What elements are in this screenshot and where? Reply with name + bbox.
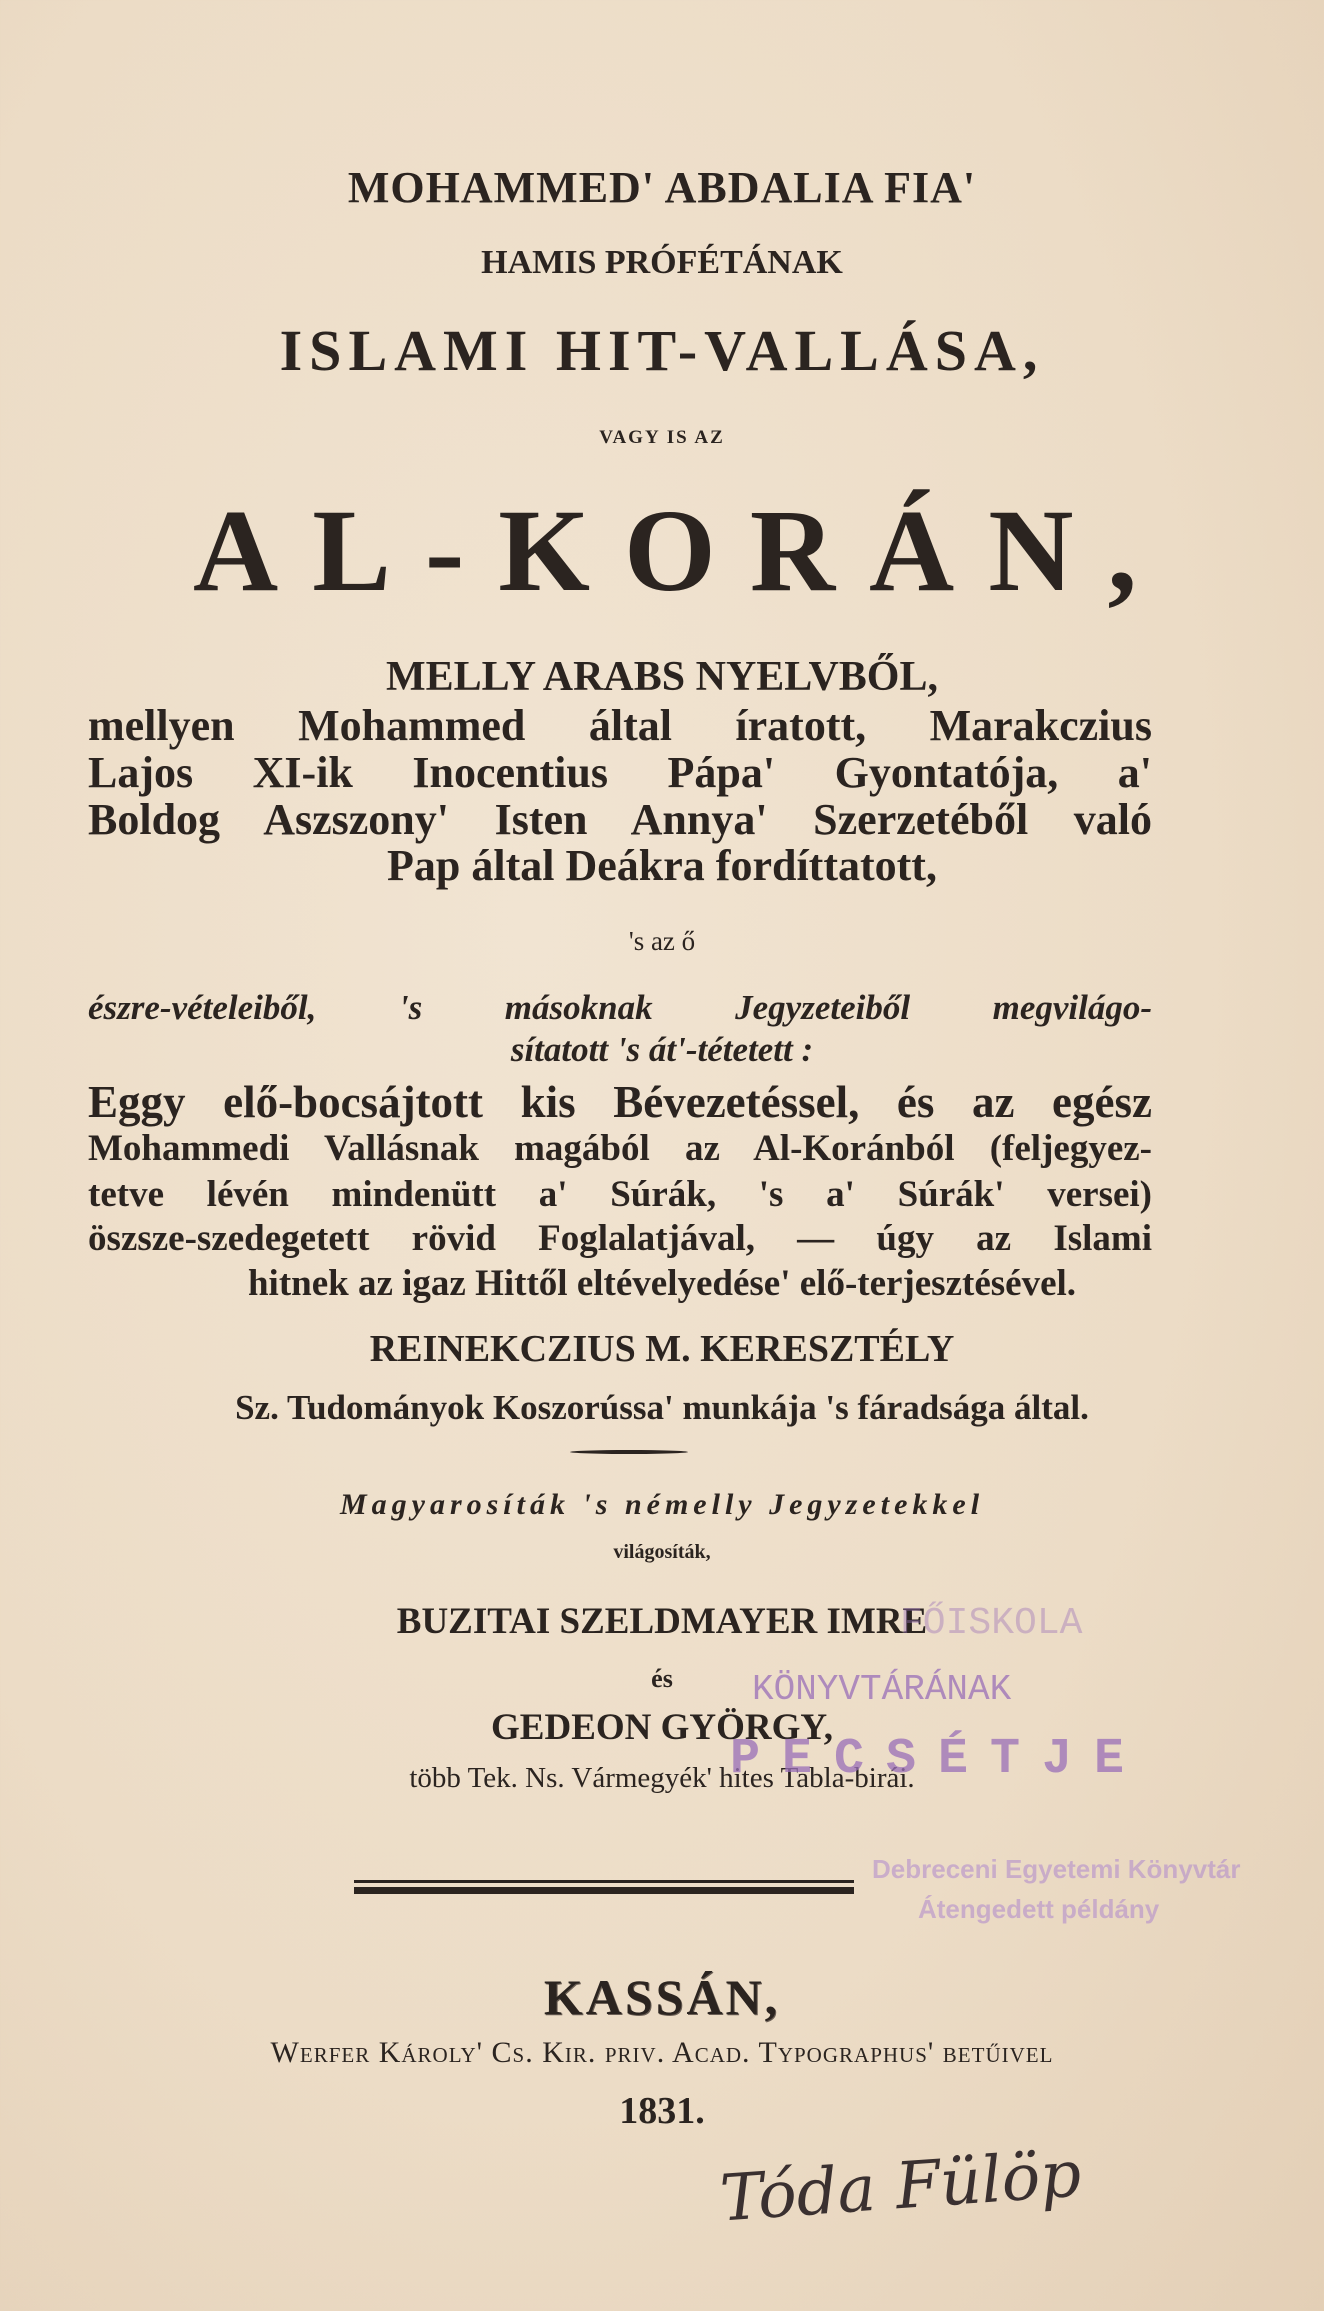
stamp-text: Debreceni Egyetemi Könyvtár [872, 1854, 1241, 1884]
author-description: Sz. Tudományok Koszorússa' munkája 's fáradsága által. [235, 1388, 1089, 1427]
double-rule-bottom [354, 1887, 854, 1894]
printer-line: Werfer Károly' Cs. Kir. priv. Acad. Typographus' betűivel [270, 2036, 1054, 2069]
paragraph-line: Boldog Aszszony' Isten Annya' Szerzetéből való [88, 795, 1152, 844]
italic-line-2: sítatott 's át'-tétetett : [510, 1030, 814, 1069]
translation-note: Magyarosíták 's némelly Jegyzetekkel [339, 1488, 985, 1521]
title-line-4: VAGY IS AZ [599, 427, 725, 448]
stamp-text: Átengedett példány [918, 1894, 1160, 1924]
main-title: AL-KORÁN, [193, 485, 1171, 616]
saz-o-line: 's az ő [628, 926, 696, 956]
and-word: és [651, 1664, 673, 1693]
translators-description: több Tek. Ns. Vármegyék' hites Tabla-birái. [409, 1762, 915, 1794]
translator-1: BUZITAI SZELDMAYER IMRE [396, 1601, 928, 1642]
place-name: KASSÁN, [543, 1969, 781, 2025]
double-rule-top [354, 1880, 854, 1883]
paragraph-line: öszsze-szedegetett rövid Foglalatjával, — úgy az Islami [88, 1218, 1152, 1259]
divider-rule [570, 1450, 688, 1454]
title-line-5: MELLY ARABS NYELVBŐL, [385, 654, 938, 700]
paragraph-line: mellyen Mohammed által íratott, Marakczius [88, 701, 1152, 750]
translation-note-2: világosíták, [613, 1541, 711, 1563]
title-line-2: HAMIS PRÓFÉTÁNAK [481, 244, 843, 281]
stamp-text: FŐISKOLA [900, 1602, 1083, 1645]
stamp-text: PECSÉTJE [730, 1731, 1147, 1788]
paragraph-line: tetve lévén mindenütt a' Súrák, 's a' Súrák' versei) [88, 1174, 1152, 1215]
year: 1831. [619, 2090, 705, 2132]
paragraph-line: Mohammedi Vallásnak magából az Al-Koránból (feljegyez- [88, 1128, 1152, 1169]
paragraph-line: Pap által Deákra fordíttatott, [387, 841, 937, 890]
title-line-1: MOHAMMED' ABDALIA FIA' [347, 163, 977, 212]
stamp-text: KÖNYVTÁRÁNAK [752, 1669, 1012, 1710]
handwritten-signature: Tóda Fülöp [717, 2137, 1084, 2237]
paragraph-line: Lajos XI-ik Inocentius Pápa' Gyontatója, a' [88, 748, 1152, 797]
paragraph-line: Eggy elő-bocsájtott kis Bévezetéssel, és az egész [88, 1077, 1152, 1127]
paragraph-line: hitnek az igaz Hittől eltévelyedése' elő-terjesztésével. [247, 1263, 1077, 1304]
translator-2: GEDEON GYÖRGY, [491, 1707, 833, 1748]
title-line-3: ISLAMI HIT-VALLÁSA, [279, 318, 1045, 383]
italic-line-1: észre-vételeiből, 's másoknak Jegyzeteiből megvilágo- [88, 988, 1152, 1027]
author-name: REINEKCZIUS M. KERESZTÉLY [369, 1328, 955, 1370]
